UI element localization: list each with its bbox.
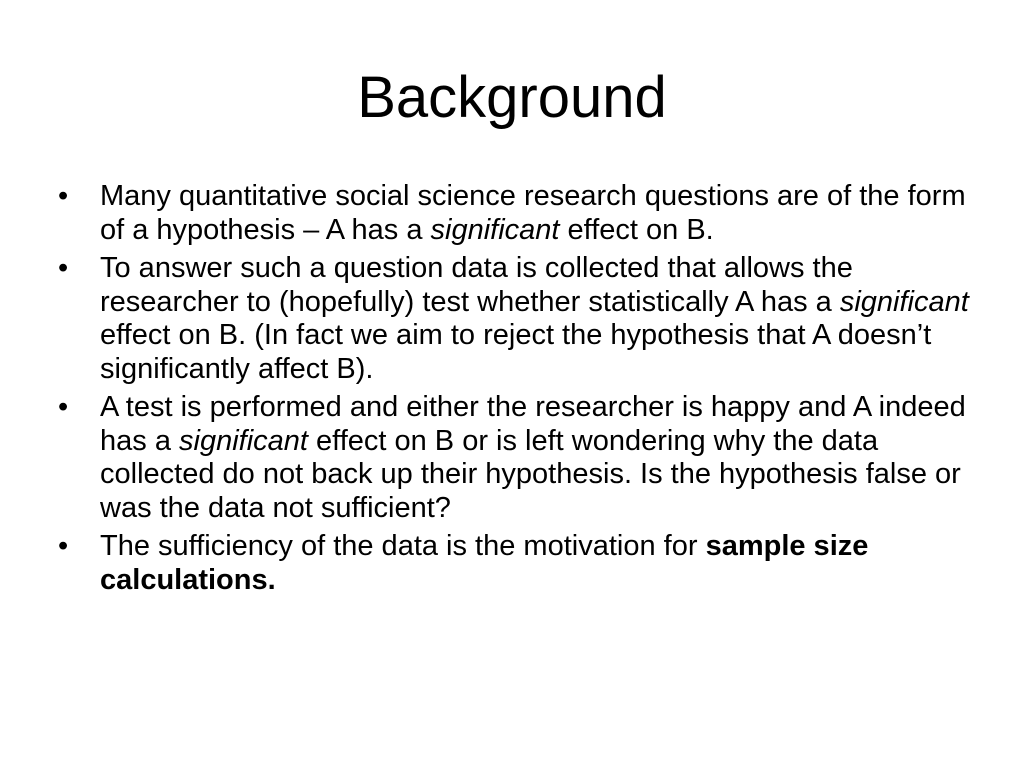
bullet-text — [100, 530, 868, 596]
bullet-item-2 — [56, 252, 976, 386]
bullet-marker: • — [58, 530, 69, 562]
bullet-text — [100, 391, 966, 524]
bullet-marker: • — [58, 391, 69, 423]
text-run: To answer such a question data is collected that allows the researcher to (hopefully) test whether statistically A has a — [100, 252, 853, 318]
bullet-item-4 — [56, 530, 976, 597]
bullet-marker: • — [58, 180, 69, 212]
bullet-item-1 — [56, 180, 976, 247]
slide-title: Background — [357, 65, 667, 130]
bullet-list — [56, 180, 976, 602]
text-run: effect on B or is left wondering why the data collected do not back up their hypothesis. Is the hypothesis false or was the data not sufficient? — [100, 424, 961, 524]
text-run: The sufficiency of the data is the motivation for — [100, 530, 706, 562]
bullet-item-3 — [56, 391, 976, 525]
bullet-marker: • — [58, 252, 69, 284]
text-run: A test is performed and either the researcher is happy and A indeed has a — [100, 391, 966, 457]
emphasis-text: significant — [839, 285, 969, 318]
bold-text: sample size calculations. — [100, 530, 869, 596]
emphasis-text: significant — [430, 213, 560, 246]
emphasis-text: significant — [179, 424, 308, 457]
text-run: effect on B. — [559, 213, 714, 246]
text-run: Many quantitative social science research questions are of the form of a hypothesis – A has a — [100, 180, 966, 246]
bullet-text — [100, 252, 969, 385]
text-run: effect on B. (In fact we aim to reject the hypothesis that A doesn’t significantly affect B). — [100, 319, 932, 385]
bullet-text — [100, 180, 966, 246]
